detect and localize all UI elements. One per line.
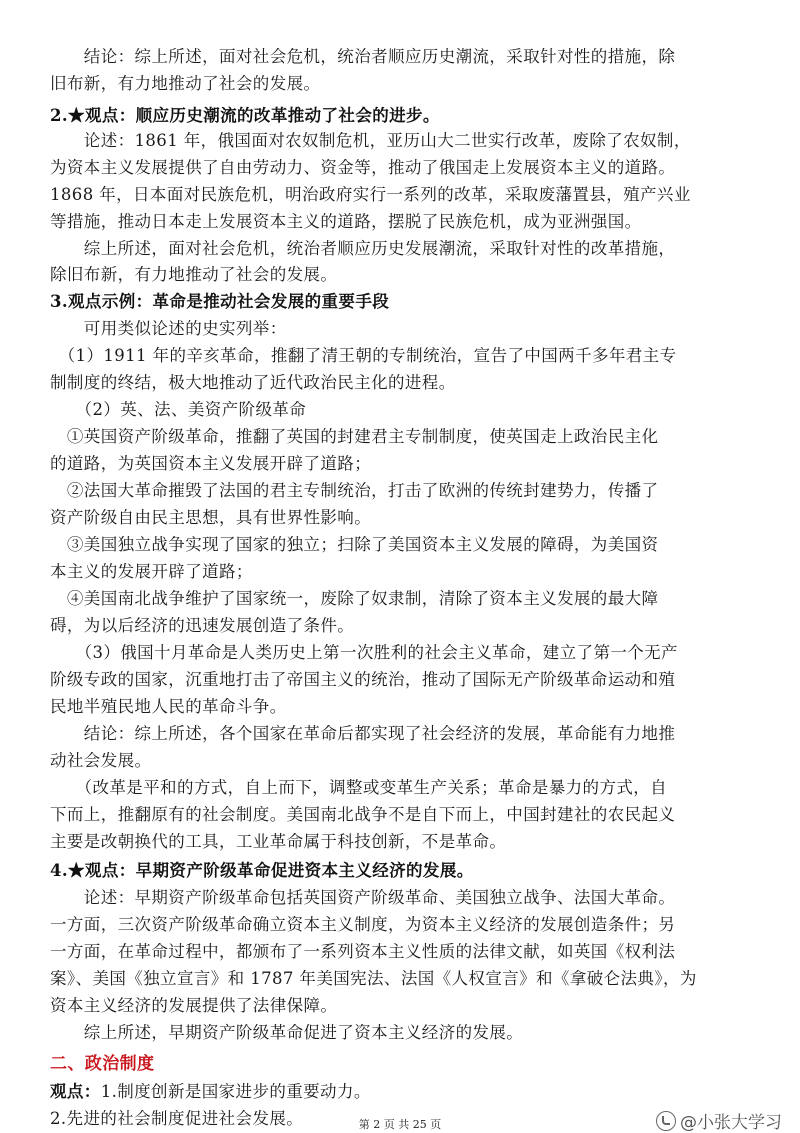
viewpoint-label: 观点： [50,1082,101,1101]
text-line: 1868 年，日本面对民族危机，明治政府实行一系列的改革，采取废藩置县，殖产兴业 [50,185,691,204]
text-line: （改革是平和的方式，自上而下，调整或变革生产关系；革命是暴力的方式，自 [50,778,668,797]
heading-3: 3.观点示例：革命是推动社会发展的重要手段 [50,292,390,311]
text-line: 本主义的发展开辟了道路； [50,562,253,581]
text-line: 民地半殖民地人民的革命斗争。 [50,697,287,716]
viewpoint-text-1: 1.制度创新是国家进步的重要动力。 [100,1082,371,1101]
text-line: 旧布新，有力地推动了社会的发展。 [50,74,321,93]
text-line: 论述：早期资产阶级革命包括英国资产阶级革命、美国独立战争、法国大革命。 [50,888,676,907]
heading-4: 4.★观点：早期资产阶级革命促进资本主义经济的发展。 [50,861,474,880]
text-line: 综上所述，早期资产阶级革命促进了资本主义经济的发展。 [50,1023,524,1042]
text-line: ③美国独立战争实现了国家的独立；扫除了美国资本主义发展的障碍，为美国资 [50,535,659,554]
text-line: 碍，为以后经济的迅速发展创造了条件。 [50,616,355,635]
text-line: 为资本主义发展提供了自由劳动力、资金等，推动了俄国走上发展资本主义的道路。 [50,158,676,177]
text-line: 论述：1861 年，俄国面对农奴制危机，亚历山大二世实行改革，废除了农奴制， [50,131,691,150]
text-line: 综上所述，面对社会危机，统治者顺应历史发展潮流，采取针对性的改革措施， [50,239,676,258]
text-line: 结论：综上所述，面对社会危机，统治者顺应历史潮流，采取针对性的措施，除 [50,47,676,66]
viewpoint-line-1 [50,1079,756,1104]
text-line: 等措施，推动日本走上发展资本主义的道路，摆脱了民族危机，成为亚洲强国。 [50,212,642,231]
text-line: 资本主义经济的发展提供了法律保障。 [50,996,338,1015]
text-line: ②法国大革命摧毁了法国的君主专制统治，打击了欧洲的传统封建势力，传播了 [50,481,659,500]
text-line: （2）英、法、美资产阶级革命 [50,400,307,419]
text-line: 结论：综上所述，各个国家在革命后都实现了社会经济的发展，革命能有力地推 [50,724,676,743]
text-line: （3）俄国十月革命是人类历史上第一次胜利的社会主义革命，建立了第一个无产 [50,643,678,662]
text-line: 一方面，三次资产阶级革命确立资本主义制度，为资本主义经济的发展创造条件；另 [50,915,676,934]
text-line: 除旧布新，有力地推动了社会的发展。 [50,265,338,284]
text-line: ①英国资产阶级革命，推翻了英国的封建君主专制制度，使英国走上政治民主化 [50,427,659,446]
text-line: 可用类似论述的史实列举： [50,319,287,338]
text-line: 的道路，为英国资本主义发展开辟了道路； [50,454,372,473]
text-line: 动社会发展。 [50,751,152,770]
text-line: ④美国南北战争维护了国家统一，废除了奴隶制，清除了资本主义发展的最大障 [50,589,659,608]
text-line: 资产阶级自由民主思想，具有世界性影响。 [50,508,372,527]
viewpoint-line-2: 2.先进的社会制度促进社会发展。 [50,1109,304,1128]
page-number: 第 2 页 共 25 页 [358,1118,442,1131]
text-line: 主要是改朝换代的工具，工业革命属于科技创新，不是革命。 [50,832,507,851]
text-line: 一方面，在革命过程中，都颁布了一系列资本主义性质的法律文献，如英国《权利法 [50,942,676,961]
text-line: 下而上，推翻原有的社会制度。美国南北战争不是自下而上，中国封建社的农民起义 [50,805,676,824]
heading-2: 2.★观点：顺应历史潮流的改革推动了社会的进步。 [50,106,440,125]
watermark-text: @小张大学习 [680,1113,782,1133]
section-title: 二、政治制度 [50,1054,155,1074]
text-line: 阶级专政的国家，沉重地打击了帝国主义的统治，推动了国际无产阶级革命运动和殖 [50,670,676,689]
text-line: 案》、美国《独立宣言》和 1787 年美国宪法、法国《人权宣言》和《拿破仑法典》，为 [50,969,697,988]
text-line: （1）1911 年的辛亥革命，推翻了清王朝的专制统治，宣告了中国两千多年君主专 [50,346,677,365]
text-line: 制制度的终结，极大地推动了近代政治民主化的进程。 [50,373,456,392]
